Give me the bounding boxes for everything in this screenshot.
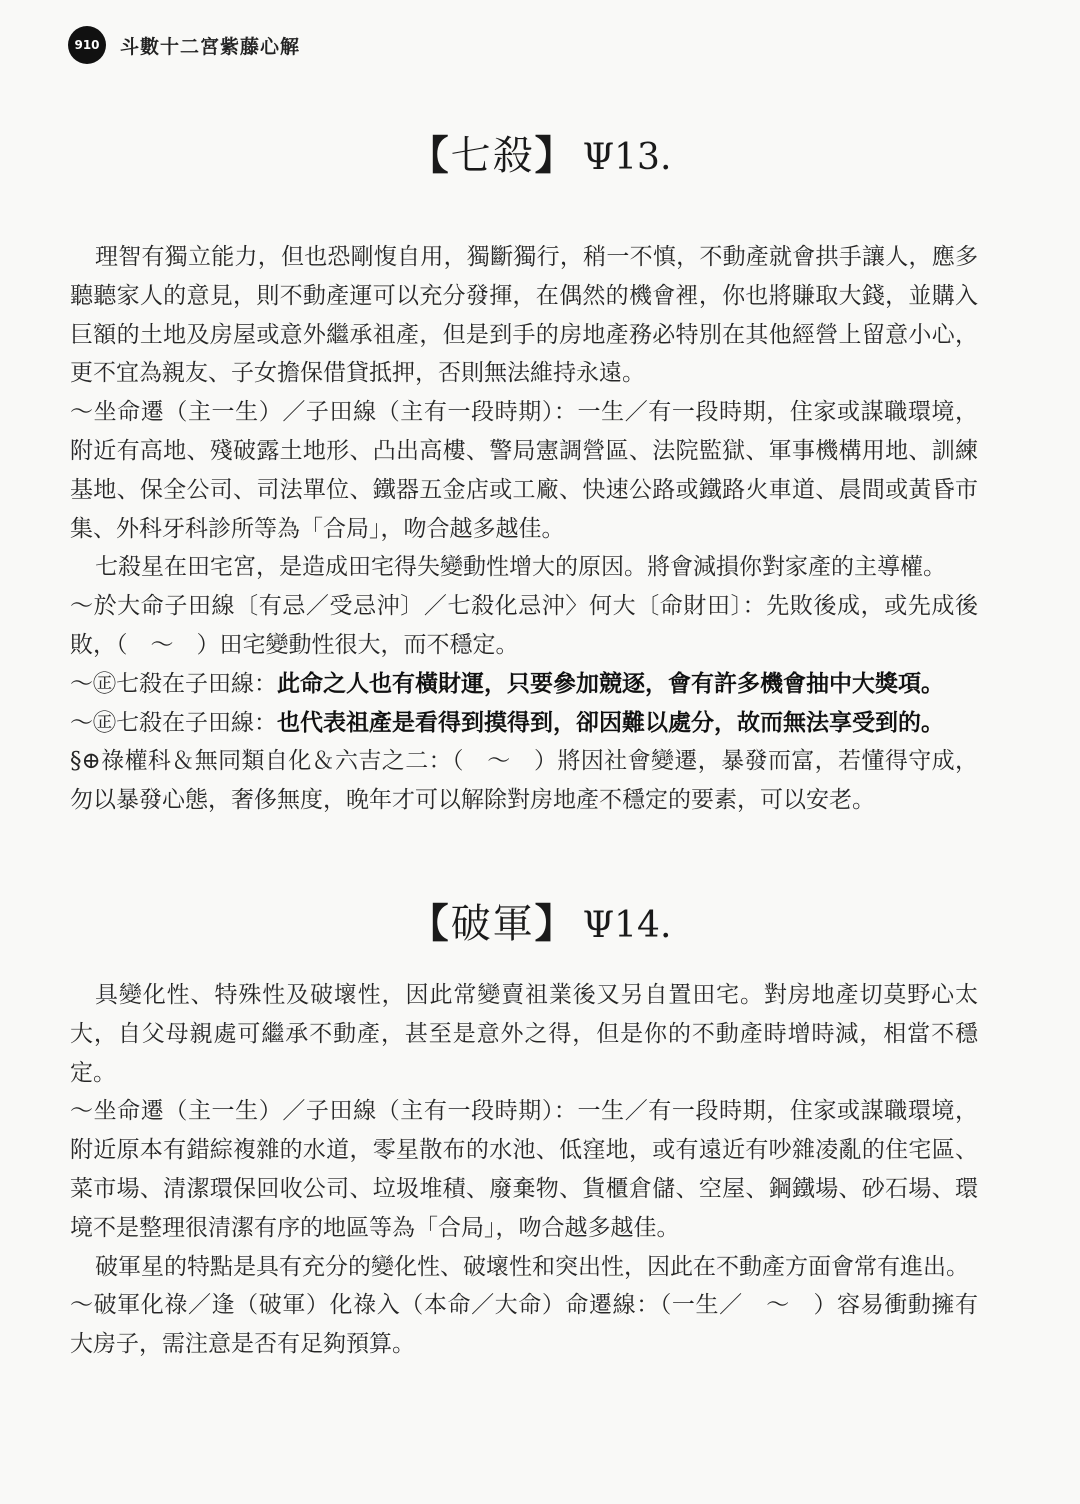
paragraph: 具變化性、特殊性及破壞性，因此常變賣祖業後又另自置田宅。對房地產切莫野心太大，自父母親處可繼承不動產，甚至是意外之得，但是你的不動產時增時減，相當不穩定。: [70, 982, 978, 1086]
page-header: [68, 26, 300, 64]
paragraph: §⊕祿權科＆無同類自化＆六吉之二：（ ～ ）將因社會變遷，暴發而富，若懂得守成，勿以暴發心態，奢侈無度，晚年才可以解除對房地產不穩定的要素，可以安老。: [70, 748, 978, 814]
section-code: Ψ13.: [582, 137, 672, 178]
paragraph: ～破軍化祿／逢（破軍）化祿入（本命／大命）命遷線：（一生／ ～ ）容易衝動擁有大房子，需注意是否有足夠預算。: [70, 1292, 979, 1358]
paragraph: ～坐命遷（主一生）／子田線（主有一段時期）：一生／有一段時期，住家或謀職環境，附近原本有錯綜複雜的水道，零星散布的水池、低窪地，或有遠近有吵雜凌亂的住宅區、菜市場、清潔環保回收公司、垃圾堆積、廢棄物、貨櫃倉儲、空屋、鋼鐵場、砂石場、環境不是整理很清潔有序的地區等為「合局」，吻合越多越佳。: [70, 1098, 979, 1241]
section-body-qisha: [70, 238, 978, 820]
section-title-text: 七殺: [450, 133, 535, 179]
paragraph: 理智有獨立能力，但也恐剛愎自用，獨斷獨行，稍一不慎，不動產就會拱手讓人，應多聽聽家人的意見，則不動產運可以充分發揮，在偶然的機會裡，你也將賺取大錢，並購入巨額的土地及房屋或意外繼承祖產，但是到手的房地產務必特別在其他經營上留意小心，更不宜為親友、子女擔保借貸抵押，否則無法維持永遠。: [70, 244, 978, 387]
section-title-qisha: 【七殺】 Ψ13.: [408, 132, 672, 179]
section-title-pojun: 【破軍】 Ψ14.: [408, 900, 672, 947]
paragraph: ～㊣七殺在子田線：也代表祖產是看得到摸得到，卻因難以處分，故而無法享受到的。: [70, 708, 944, 736]
paragraph: ～㊣七殺在子田線：此命之人也有橫財運，只要參加競逐，會有許多機會抽中大獎項。: [70, 669, 944, 697]
paragraph: ～坐命遷（主一生）／子田線（主有一段時期）：一生／有一段時期，住家或謀職環境，附近有高地、殘破露土地形、凸出高樓、警局憲調營區、法院監獄、軍事機構用地、訓練基地、保全公司、司法單位、鐵器五金店或工廠、快速公路或鐵路火車道、晨間或黃昏市集、外科牙科診所等為「合局」，吻合越多越佳。: [70, 399, 979, 542]
page-number-badge: 910: [68, 26, 106, 64]
section-code: Ψ14.: [582, 905, 672, 946]
paragraph: 七殺星在田宅宮，是造成田宅得失變動性增大的原因。將會減損你對家產的主導權。: [95, 554, 946, 581]
paragraph: ～於大命子田線〔有忌／受忌沖〕／七殺化忌沖〉何大〔命財田〕：先敗後成，或先成後敗，（ ～ ）田宅變動性很大，而不穩定。: [70, 593, 979, 658]
section-body-pojun: [70, 976, 978, 1364]
running-title: 斗數十二宮紫藤心解: [120, 35, 301, 58]
paragraph: 破軍星的特點是具有充分的變化性、破壞性和突出性，因此在不動產方面會常有進出。: [95, 1253, 969, 1280]
section-title-text: 破軍: [450, 901, 535, 947]
